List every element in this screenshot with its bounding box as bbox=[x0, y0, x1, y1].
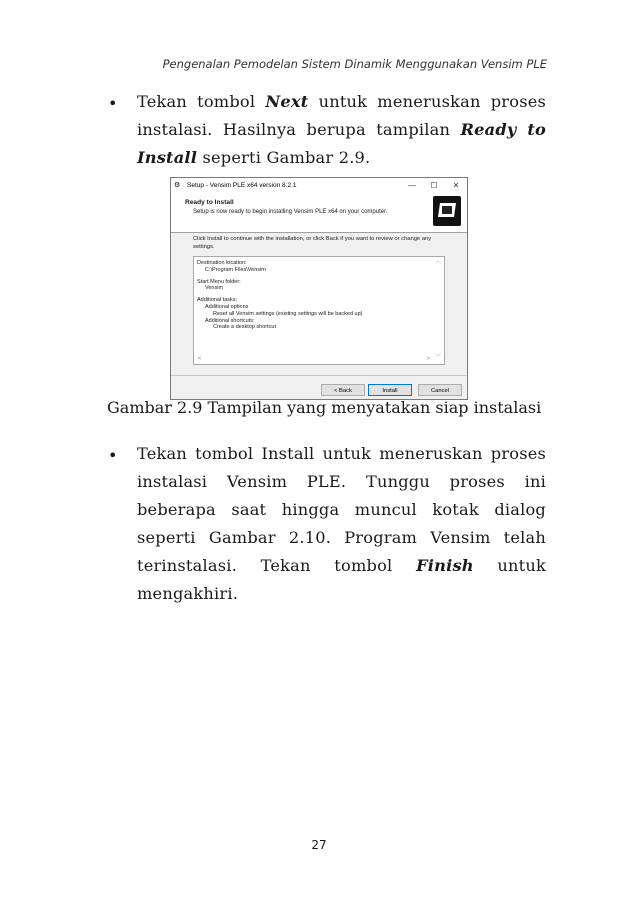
wizard-header bbox=[171, 192, 467, 233]
ready-memo[interactable] bbox=[193, 256, 445, 365]
page-number: 27 bbox=[311, 838, 327, 852]
scroll-right-icon[interactable]: > bbox=[426, 356, 430, 363]
wizard-heading: Ready to Install bbox=[185, 199, 234, 206]
scroll-left-icon[interactable]: < bbox=[198, 356, 202, 363]
text: untuk meneruskan proses instalasi. Hasilnya berupa tampilan bbox=[137, 92, 546, 139]
emphasis-next: Next bbox=[265, 92, 309, 111]
emphasis-ready-to-install: Ready to Install bbox=[137, 120, 547, 167]
memo-shortcuts-value: Create a desktop shortcut bbox=[213, 324, 276, 331]
install-button[interactable]: Install bbox=[368, 384, 412, 396]
memo-dest-label: Destination location: bbox=[197, 260, 247, 266]
running-header: Pengenalan Pemodelan Sistem Dinamik Menggunakan Vensim PLE bbox=[162, 57, 547, 71]
installer-logo-icon bbox=[433, 196, 461, 226]
window-title: Setup - Vensim PLE x64 version 8.2.1 bbox=[187, 181, 297, 189]
memo-tasks-label: Additional tasks: bbox=[197, 297, 238, 304]
maximize-icon[interactable]: ☐ bbox=[430, 180, 438, 190]
scroll-down-icon[interactable]: ﹀ bbox=[434, 355, 441, 362]
bullet-marker: • bbox=[108, 446, 118, 465]
paragraph-next-step bbox=[137, 88, 546, 172]
scroll-up-icon[interactable]: ︿ bbox=[434, 259, 441, 265]
bullet-marker: • bbox=[108, 94, 118, 113]
memo-options-label: Additional options bbox=[205, 303, 249, 310]
wizard-intro-text: Click Install to continue with the installation, or click Back if you want to review or change any settings. bbox=[193, 236, 432, 250]
memo-menu-value: Vensim bbox=[205, 285, 224, 292]
cancel-button[interactable]: Cancel bbox=[418, 384, 462, 396]
memo-menu-label: Start Menu folder: bbox=[197, 278, 241, 285]
memo-dest-value: C:\Program Files\Vensim bbox=[205, 266, 266, 273]
memo-options-value: Reset all Vensim settings (existing settings will be backed up) bbox=[213, 310, 363, 317]
text: Tekan tombol bbox=[137, 92, 266, 111]
back-button[interactable]: < Back bbox=[321, 384, 365, 396]
text: seperti Gambar 2.9. bbox=[197, 148, 371, 167]
wizard-subheading: Setup is now ready to begin installing Vensim PLE x64 on your computer. bbox=[193, 209, 388, 215]
text: untuk mengakhiri. bbox=[137, 556, 547, 603]
memo-shortcuts-label: Additional shortcuts: bbox=[205, 317, 255, 324]
setup-window-screenshot bbox=[170, 177, 468, 400]
button-separator bbox=[171, 375, 467, 376]
text: Tekan tombol Install untuk meneruskan proses instalasi Vensim PLE. Tunggu proses ini beberapa saat hingga muncul kotak dialog seperti Gambar 2.10. Program Vensim telah terinstalasi. Tekan tombol bbox=[137, 444, 546, 575]
paragraph-install-step bbox=[137, 440, 546, 608]
window-titlebar bbox=[171, 178, 467, 193]
emphasis-finish: Finish bbox=[416, 556, 474, 575]
close-icon[interactable]: ✕ bbox=[452, 180, 460, 190]
setup-app-icon: ⚙ bbox=[174, 181, 181, 189]
minimize-icon[interactable]: — bbox=[408, 180, 416, 190]
figure-caption: Gambar 2.9 Tampilan yang menyatakan siap instalasi bbox=[107, 398, 542, 417]
